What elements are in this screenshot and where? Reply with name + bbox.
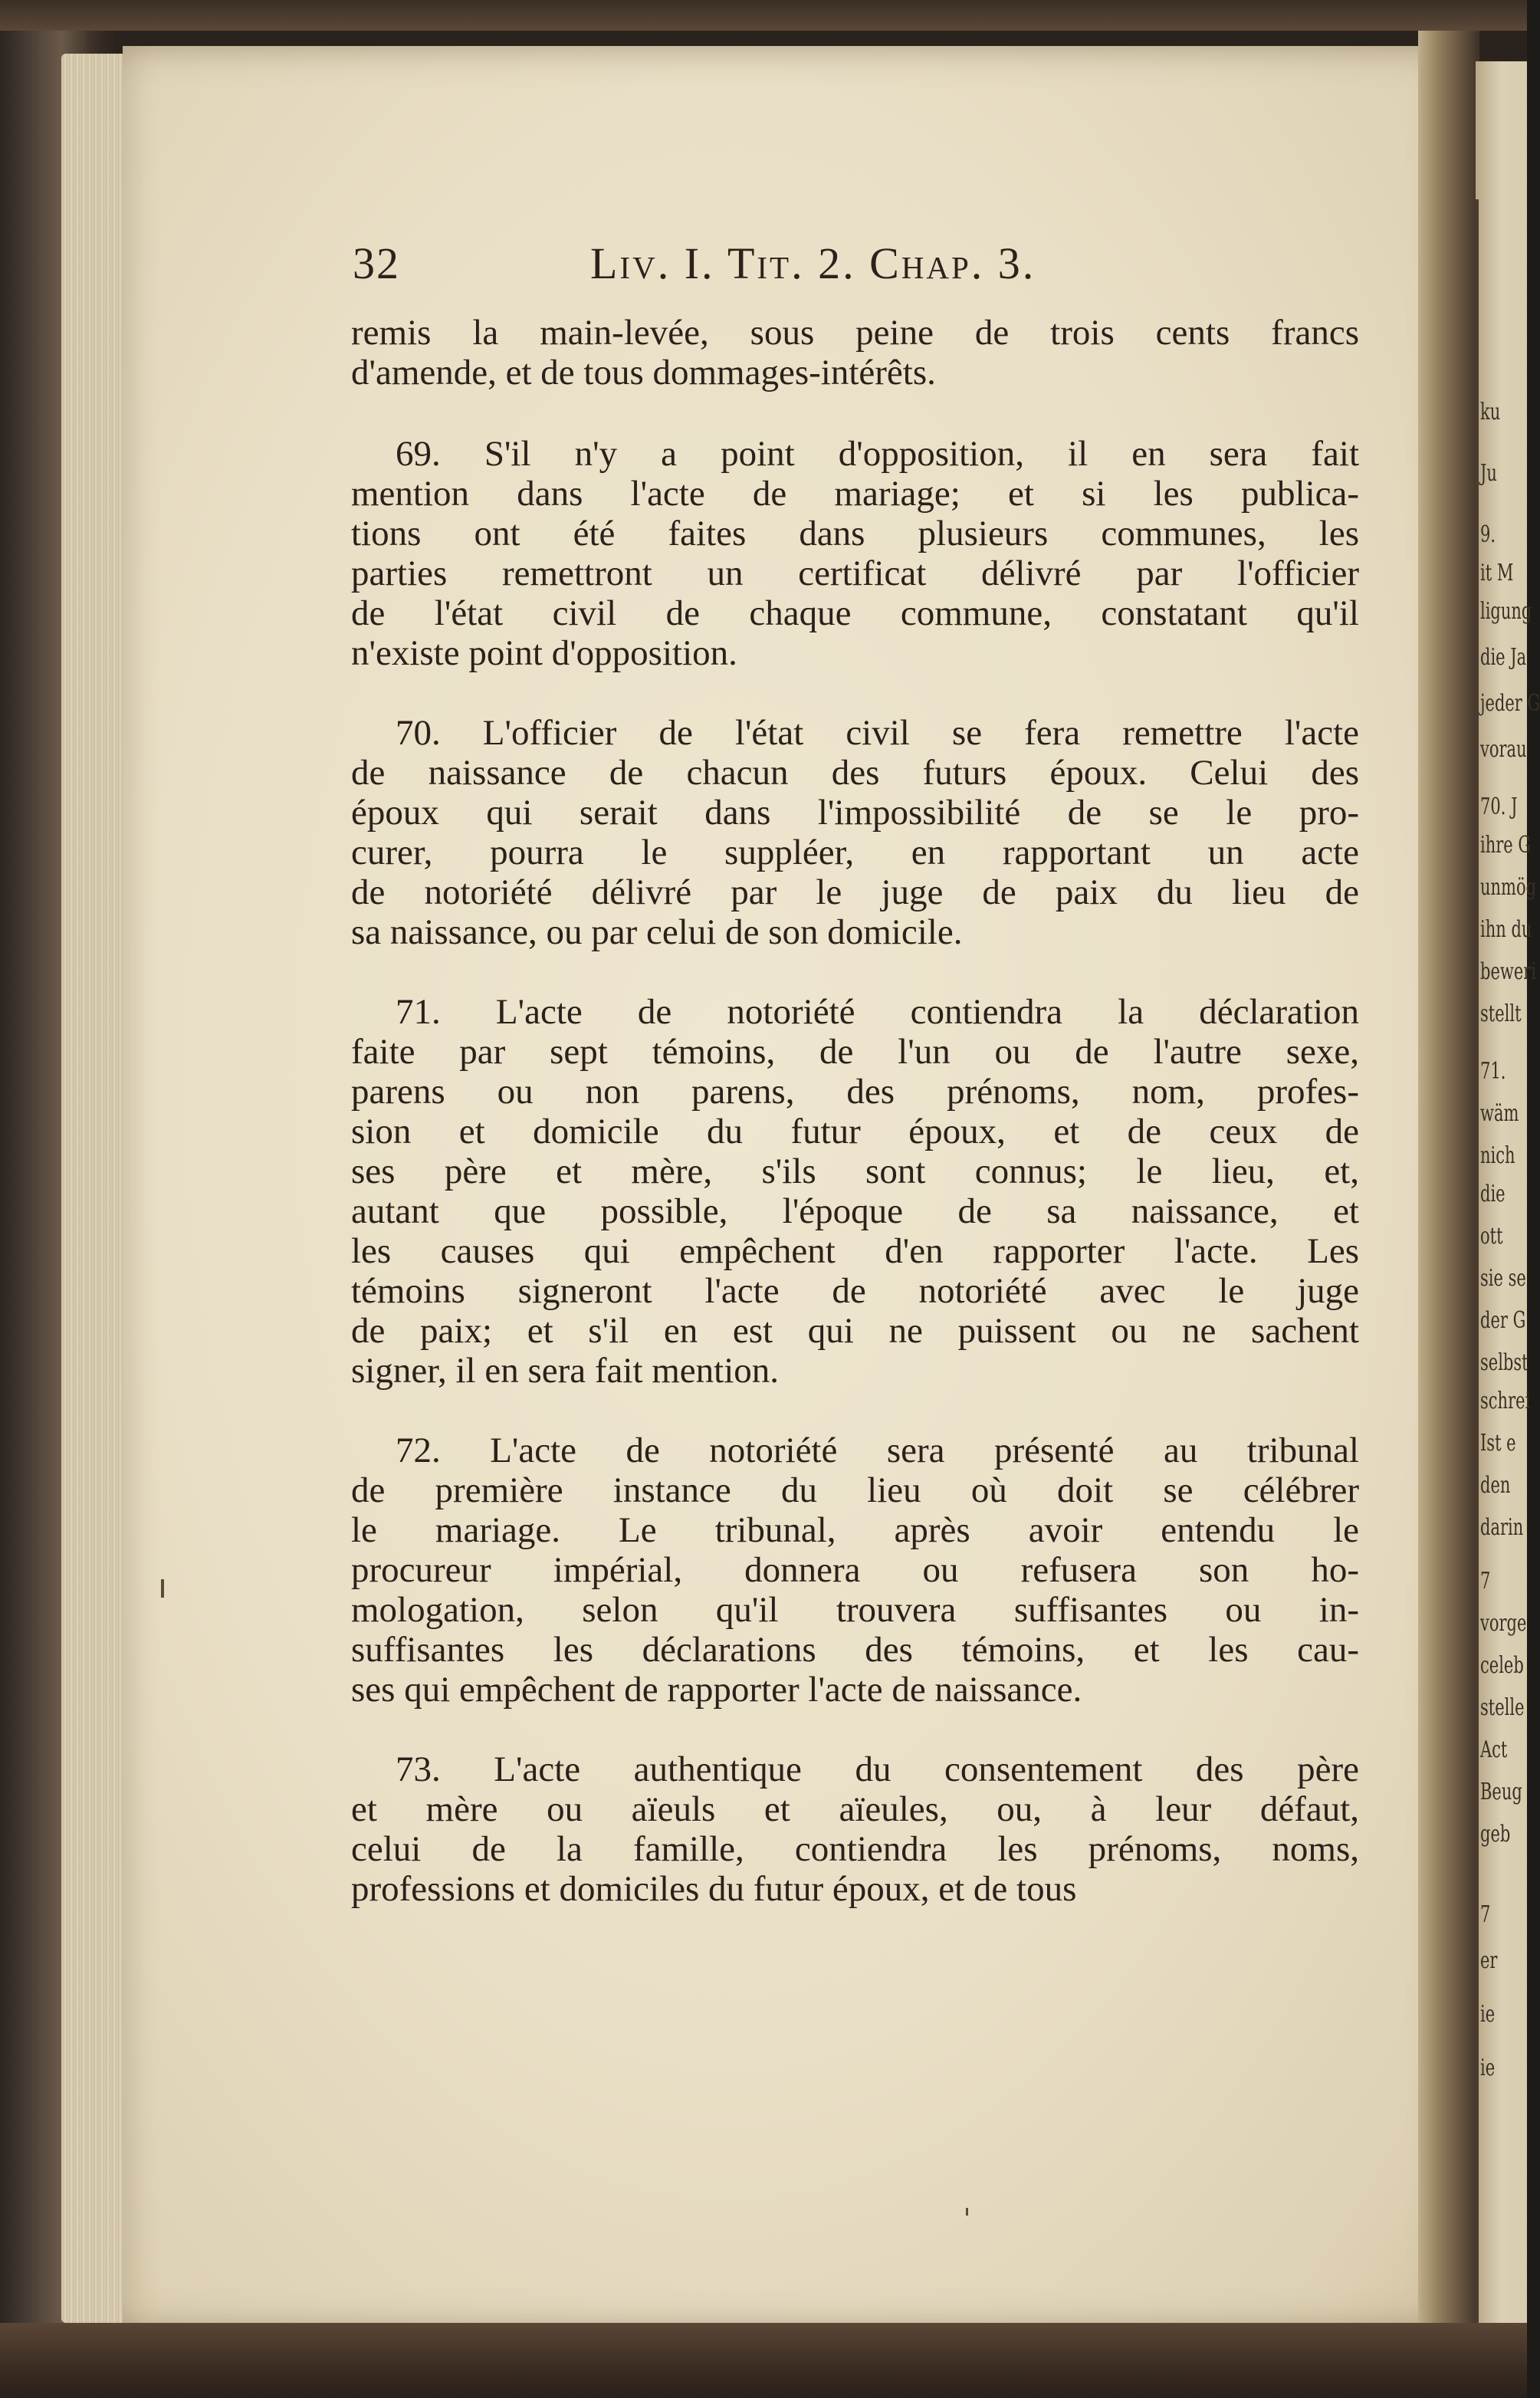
- text-line: faite par sept témoins, de l'un ou de l'autre sexe,: [351, 1032, 1359, 1072]
- adjacent-page-fragment: vorau: [1480, 736, 1527, 763]
- adjacent-page-fragment: unmög: [1480, 874, 1537, 901]
- adjacent-page-fragment: 70. J: [1480, 793, 1518, 820]
- book-gutter: [1418, 31, 1479, 2331]
- text-line: époux qui serait dans l'impossibilité de se le pro-: [351, 793, 1359, 833]
- adjacent-page-fragment: ie: [1480, 2001, 1496, 2028]
- paragraph: [351, 1749, 1359, 1909]
- adjacent-page-fragment: vorge: [1480, 1610, 1527, 1637]
- running-title: Liv. I. Tit. 2. Chap. 3.: [590, 238, 1036, 288]
- text-line: les causes qui empêchent d'en rapporter l'acte. Les: [351, 1231, 1359, 1271]
- text-line: 71. L'acte de notoriété contiendra la déclaration: [396, 992, 1359, 1032]
- adjacent-page-fragment: Act: [1480, 1736, 1508, 1763]
- adjacent-page-fragment: 71.: [1480, 1058, 1506, 1085]
- adjacent-page-fragment: ku: [1480, 399, 1501, 425]
- adjacent-page-fragment: Beug: [1480, 1779, 1522, 1805]
- paragraph: [351, 1431, 1359, 1710]
- text-line: professions et domiciles du futur époux, et de tous: [351, 1869, 1077, 1909]
- text-line: sa naissance, ou par celui de son domicile.: [351, 912, 963, 952]
- text-line: procureur impérial, donnera ou refusera son ho-: [351, 1550, 1359, 1590]
- paragraph: [351, 434, 1359, 673]
- text-line: de l'état civil de chaque commune, constatant qu'il: [351, 593, 1359, 633]
- text-line: de naissance de chacun des futurs époux. Celui des: [351, 753, 1359, 793]
- book-cover-top-edge: [0, 0, 1527, 31]
- adjacent-page-fragment: ihn du: [1480, 916, 1532, 943]
- text-line: d'amende, et de tous dommages-intérêts.: [351, 353, 936, 393]
- text-line: n'existe point d'opposition.: [351, 633, 737, 673]
- page-edges-stack: [61, 54, 130, 2323]
- text-line: ses qui empêchent de rapporter l'acte de naissance.: [351, 1670, 1082, 1710]
- page-number: 32: [353, 238, 400, 288]
- text-line: tions ont été faites dans plusieurs communes, les: [351, 514, 1359, 554]
- adjacent-page-fragment: Ist e: [1480, 1430, 1516, 1457]
- adjacent-page-fragment: darin: [1480, 1514, 1524, 1541]
- text-line: 73. L'acte authentique du consentement des père: [396, 1749, 1359, 1789]
- adjacent-page-fragment: ihre G: [1480, 832, 1532, 859]
- adjacent-page-fragment: stelle: [1480, 1694, 1525, 1721]
- adjacent-page-fragment: jeder G: [1480, 690, 1540, 717]
- adjacent-page-fragment: 7: [1480, 1901, 1491, 1928]
- adjacent-page-fragment: beweri: [1480, 958, 1537, 985]
- paragraph: [351, 313, 1359, 393]
- text-line: de paix; et s'il en est qui ne puissent ou ne sachent: [351, 1311, 1359, 1351]
- adjacent-page-fragment: 7: [1480, 1568, 1491, 1595]
- adjacent-page-fragment: ott: [1480, 1223, 1503, 1250]
- adjacent-page-fragment: ligung: [1480, 598, 1532, 625]
- adjacent-page-fragment: Ju: [1480, 460, 1497, 487]
- text-line: le mariage. Le tribunal, après avoir entendu le: [351, 1510, 1359, 1550]
- text-line: parties remettront un certificat délivré par l'officier: [351, 554, 1359, 593]
- text-line: de notoriété délivré par le juge de paix du lieu de: [351, 872, 1359, 912]
- text-line: 72. L'acte de notoriété sera présenté au tribunal: [396, 1431, 1359, 1470]
- text-line: parens ou non parens, des prénoms, nom, profes-: [351, 1072, 1359, 1112]
- adjacent-page-fragment: selbst: [1480, 1349, 1529, 1376]
- text-line: curer, pourra le suppléer, en rapportant un acte: [351, 833, 1359, 872]
- text-line: suffisantes les déclarations des témoins, et les cau-: [351, 1630, 1359, 1670]
- adjacent-page-fragment: celeb: [1480, 1652, 1524, 1679]
- text-line: témoins signeront l'acte de notoriété avec le juge: [351, 1271, 1359, 1311]
- adjacent-page-fragment: stellt: [1480, 1000, 1522, 1027]
- book-cover-bottom-edge: [0, 2323, 1527, 2398]
- adjacent-page-fragment: er: [1480, 1947, 1498, 1974]
- text-line: sion et domicile du futur époux, et de ceux de: [351, 1112, 1359, 1151]
- adjacent-page-fragment: 9.: [1480, 521, 1496, 548]
- stray-ink-mark: [161, 1579, 164, 1598]
- adjacent-page-sliver: [1476, 61, 1540, 2331]
- adjacent-page-fragment: it M: [1480, 560, 1514, 586]
- text-line: de première instance du lieu où doit se célébrer: [351, 1470, 1359, 1510]
- text-line: 70. L'officier de l'état civil se fera remettre l'acte: [396, 713, 1359, 753]
- stray-ink-mark: [966, 2208, 968, 2216]
- adjacent-page-rule: [1476, 199, 1479, 2331]
- adjacent-page-fragment: die: [1480, 1181, 1506, 1207]
- text-line: mention dans l'acte de mariage; et si les publica-: [351, 474, 1359, 514]
- adjacent-page-fragment: wäm: [1480, 1100, 1519, 1127]
- text-line: celui de la famille, contiendra les prénoms, noms,: [351, 1829, 1359, 1869]
- text-line: mologation, selon qu'il trouvera suffisantes ou in-: [351, 1590, 1359, 1630]
- adjacent-page-fragment: der G: [1480, 1307, 1526, 1334]
- running-header: [353, 238, 1449, 299]
- text-line: 69. S'il n'y a point d'opposition, il en sera fait: [396, 434, 1359, 474]
- adjacent-page-fragment: nich: [1480, 1142, 1515, 1169]
- adjacent-page-fragment: den: [1480, 1472, 1511, 1499]
- body-text: [351, 313, 1359, 1949]
- text-line: et mère ou aïeuls et aïeules, ou, à leur défaut,: [351, 1789, 1359, 1829]
- adjacent-page-fragment: schrei: [1480, 1388, 1531, 1414]
- adjacent-page-fragment: die Ja: [1480, 644, 1527, 671]
- text-line: autant que possible, l'époque de sa naissance, et: [351, 1191, 1359, 1231]
- adjacent-page-fragment: ie: [1480, 2055, 1496, 2081]
- paragraph: [351, 713, 1359, 952]
- paragraph: [351, 992, 1359, 1391]
- adjacent-page-fragment: geb: [1480, 1821, 1511, 1848]
- text-line: remis la main-levée, sous peine de trois cents francs: [351, 313, 1359, 353]
- adjacent-page-fragment: sie se: [1480, 1265, 1526, 1292]
- text-line: signer, il en sera fait mention.: [351, 1351, 780, 1391]
- text-line: ses père et mère, s'ils sont connus; le lieu, et,: [351, 1151, 1359, 1191]
